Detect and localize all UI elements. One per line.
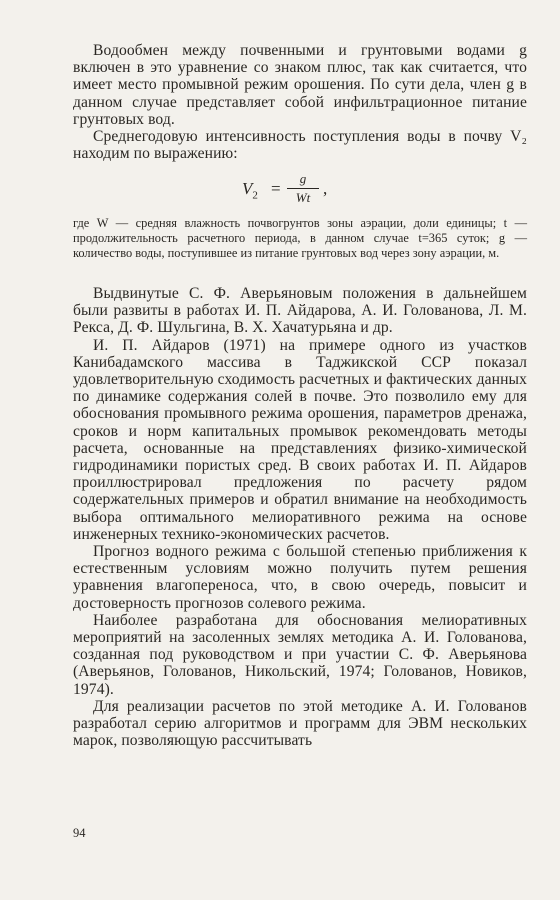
paragraph-aidarov: И. П. Айдаров (1971) на примере одного из участков Канибадамского массива в Таджикской ССР показал удовлетворительную сходимость расчетных и фактических данных по динамике содержания солей в почве. Это позволило ему для обоснования промывного режима орошения, параметров дренажа, сроков и норм капитальных промывок рекомендовать методы расчета, основанные на представлениях физико-химической гидродинамики пористых сред. В своих работах И. П. Айдаров проиллюстрировал предложения по расчету рядом содержательных примеров и обратил внимание на необходимость выбора оптимального мелиоративного режима на основе инженерных технико-экономических расчетов. — [73, 336, 527, 543]
paragraph-algorithms: Для реализации расчетов по этой методике А. И. Голованов разработал серию алгоритмов и программ для ЭВМ нескольких марок, позволяющую рассчитывать — [73, 697, 527, 750]
paragraph-water-exchange: Водообмен между почвенными и грунтовыми водами g включен в это уравнение со знаком плюс, так как считается, что имеет место промывной режим орошения. По сути дела, член g в данном случае представляет собой инфильтрационное питание грунтовых вод. — [73, 42, 527, 128]
formula-fraction — [287, 172, 319, 205]
paragraph-golovanov-method: Наиболее разработана для обоснования мелиоративных мероприятий на засоленных землях методика А. И. Голованова, созданная под руководством и при участии С. Ф. Аверьянова (Аверьянов, Голованов, Никольский, 1974; Голованов, Новиков, 1974). — [73, 611, 527, 698]
formula-numerator: g — [299, 171, 307, 186]
text-block-top — [73, 42, 527, 162]
page-number: 94 — [73, 826, 86, 840]
paragraph-water-forecast: Прогноз водного режима с большой степенью приближения к естественным условиям можно получить путем решения уравнения влагопереноса, что, в свою очередь, повысит и достоверность прогнозов солевого режима. — [73, 543, 527, 612]
paragraph-intensity-intro: Среднегодовую интенсивность поступления воды в почву V₂ находим по выражению: — [73, 128, 527, 163]
paragraph-averyanov: Выдвинутые С. Ф. Аверьяновым положения в дальнейшем были развиты в работах И. П. Айдарова, А. И. Голованова, Л. М. Рекса, Д. Ф. Шульгина, В. Х. Хачатурьяна и др. — [73, 285, 527, 337]
formula-equals: = — [271, 179, 281, 198]
formula-comma: , — [323, 179, 328, 198]
formula-fraction-bar — [287, 188, 319, 189]
formula-v2 — [242, 172, 352, 212]
text-block-note — [73, 216, 527, 262]
formula-denominator: Wt — [295, 190, 311, 205]
formula-notation-note: где W — средняя влажность почвогрунтов зоны аэрации, доли единицы; t — продолжительность расчетного периода, в данном случае t=365 суток; g — количество воды, поступившее из питание грунтовых вод через зону аэрации, м. — [73, 216, 527, 261]
text-block-main — [73, 285, 527, 749]
formula-lhs: $V_2$ — [242, 179, 258, 202]
